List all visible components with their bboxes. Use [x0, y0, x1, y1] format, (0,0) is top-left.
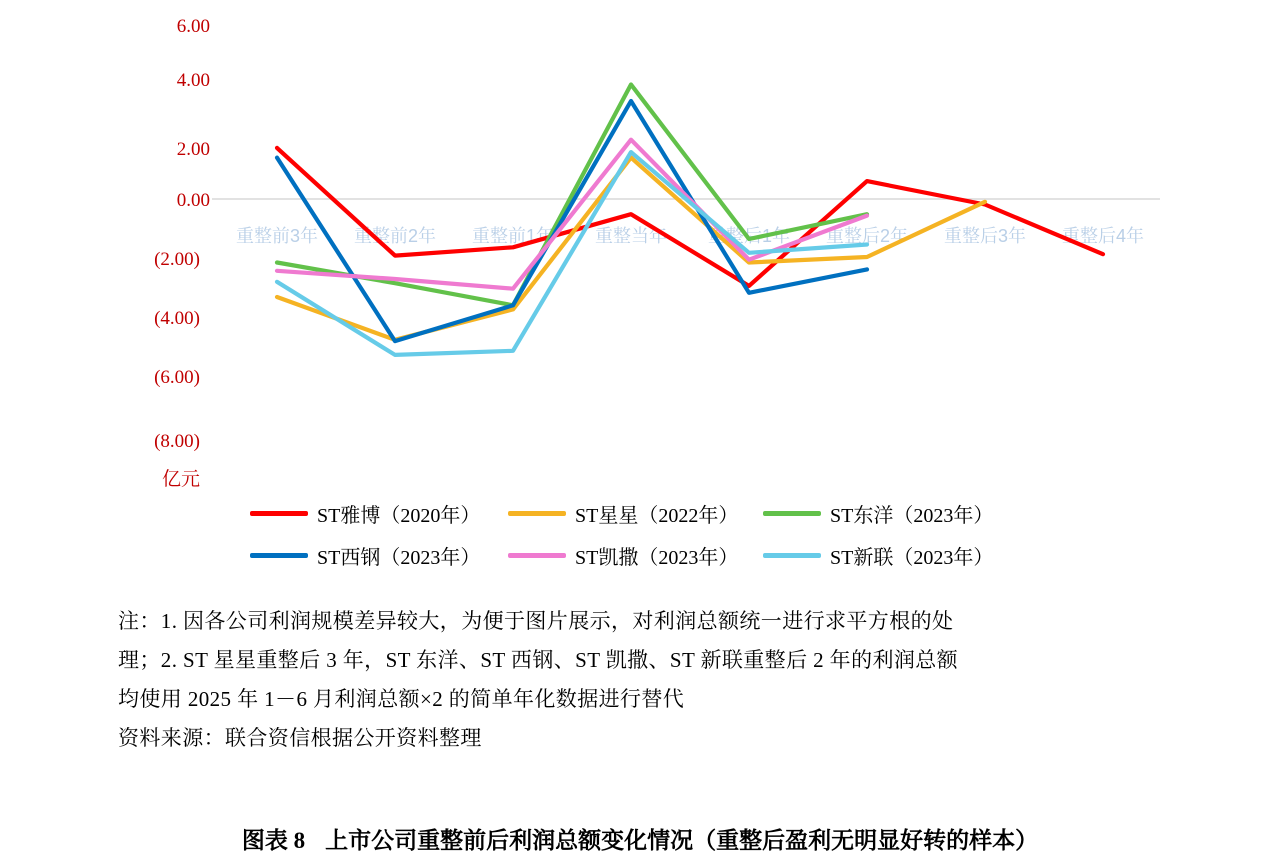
legend-item-st-yabo: [250, 499, 508, 528]
legend-swatch-st-dongyang: [763, 511, 821, 516]
legend-item-st-dongyang: [763, 499, 1013, 528]
y-axis-unit-label: 亿元: [161, 469, 200, 490]
chart-notes: [118, 602, 1198, 758]
x-axis-tick-4: 重整后1年: [707, 226, 791, 246]
legend-label-st-kaisa: ST凯撒（2023年）: [575, 546, 739, 569]
note-line-2: 理；2. ST 星星重整后 3 年，ST 东洋、ST 西钢、ST 凯撒、ST 新联重整后 2 年的利润总额: [118, 648, 959, 672]
series-lines-layer: [277, 85, 1103, 355]
y-axis-tick-3: 0.00: [176, 190, 210, 211]
legend-label-st-xingxing: ST星星（2022年）: [575, 504, 739, 527]
x-axis-tick-0: 重整前3年: [235, 226, 319, 246]
series-line-3: [277, 101, 867, 341]
y-axis-tick-7: (8.00): [154, 431, 200, 452]
y-axis-tick-4: (2.00): [154, 249, 200, 270]
x-axis-tick-3: 重整当年: [595, 226, 667, 246]
figure-caption: [0, 822, 1280, 855]
legend-item-st-xingxing: [508, 499, 763, 528]
x-axis-tick-6: 重整后3年: [943, 226, 1027, 246]
chart-legend: [250, 492, 1050, 576]
legend-row-1: [250, 492, 1050, 534]
legend-label-st-xigang: ST西钢（2023年）: [317, 546, 481, 569]
legend-swatch-st-xingxing: [508, 511, 566, 516]
note-source: 资料来源：联合资信根据公开资料整理: [118, 726, 482, 750]
legend-row-2: [250, 534, 1050, 576]
legend-swatch-st-xigang: [250, 553, 308, 558]
x-axis-tick-2: 重整前1年: [471, 226, 555, 246]
x-axis-tick-7: 重整后4年: [1061, 226, 1145, 246]
x-axis-tick-1: 重整前2年: [353, 226, 437, 246]
series-line-5: [277, 152, 867, 355]
figure-caption-text: 上市公司重整前后利润总额变化情况（重整后盈利无明显好转的样本）: [325, 828, 1039, 853]
x-axis-tick-5: 重整后2年: [825, 226, 909, 246]
y-axis-tick-1: 4.00: [176, 70, 210, 91]
note-line-3: 均使用 2025 年 1－6 月利润总额×2 的简单年化数据进行替代: [118, 687, 685, 711]
series-line-0: [277, 148, 1103, 286]
legend-swatch-st-kaisa: [508, 553, 566, 558]
y-axis-tick-2: 2.00: [176, 139, 210, 160]
legend-item-st-xigang: [250, 541, 508, 570]
note-line-1: 注：1. 因各公司利润规模差异较大，为便于图片展示，对利润总额统一进行求平方根的处: [118, 609, 954, 633]
figure-number: 图表 8: [241, 828, 306, 853]
legend-swatch-st-xinlian: [763, 553, 821, 558]
legend-label-st-dongyang: ST东洋（2023年）: [830, 504, 994, 527]
legend-label-st-yabo: ST雅博（2020年）: [317, 504, 481, 527]
series-line-2: [277, 85, 867, 306]
y-axis-tick-6: (6.00): [154, 367, 200, 388]
legend-item-st-kaisa: [508, 541, 763, 570]
legend-swatch-st-yabo: [250, 511, 308, 516]
series-line-4: [277, 140, 867, 289]
legend-label-st-xinlian: ST新联（2023年）: [830, 546, 994, 569]
legend-item-st-xinlian: [763, 541, 1013, 570]
y-axis-tick-0: 6.00: [176, 16, 210, 37]
y-axis-tick-5: (4.00): [154, 308, 200, 329]
